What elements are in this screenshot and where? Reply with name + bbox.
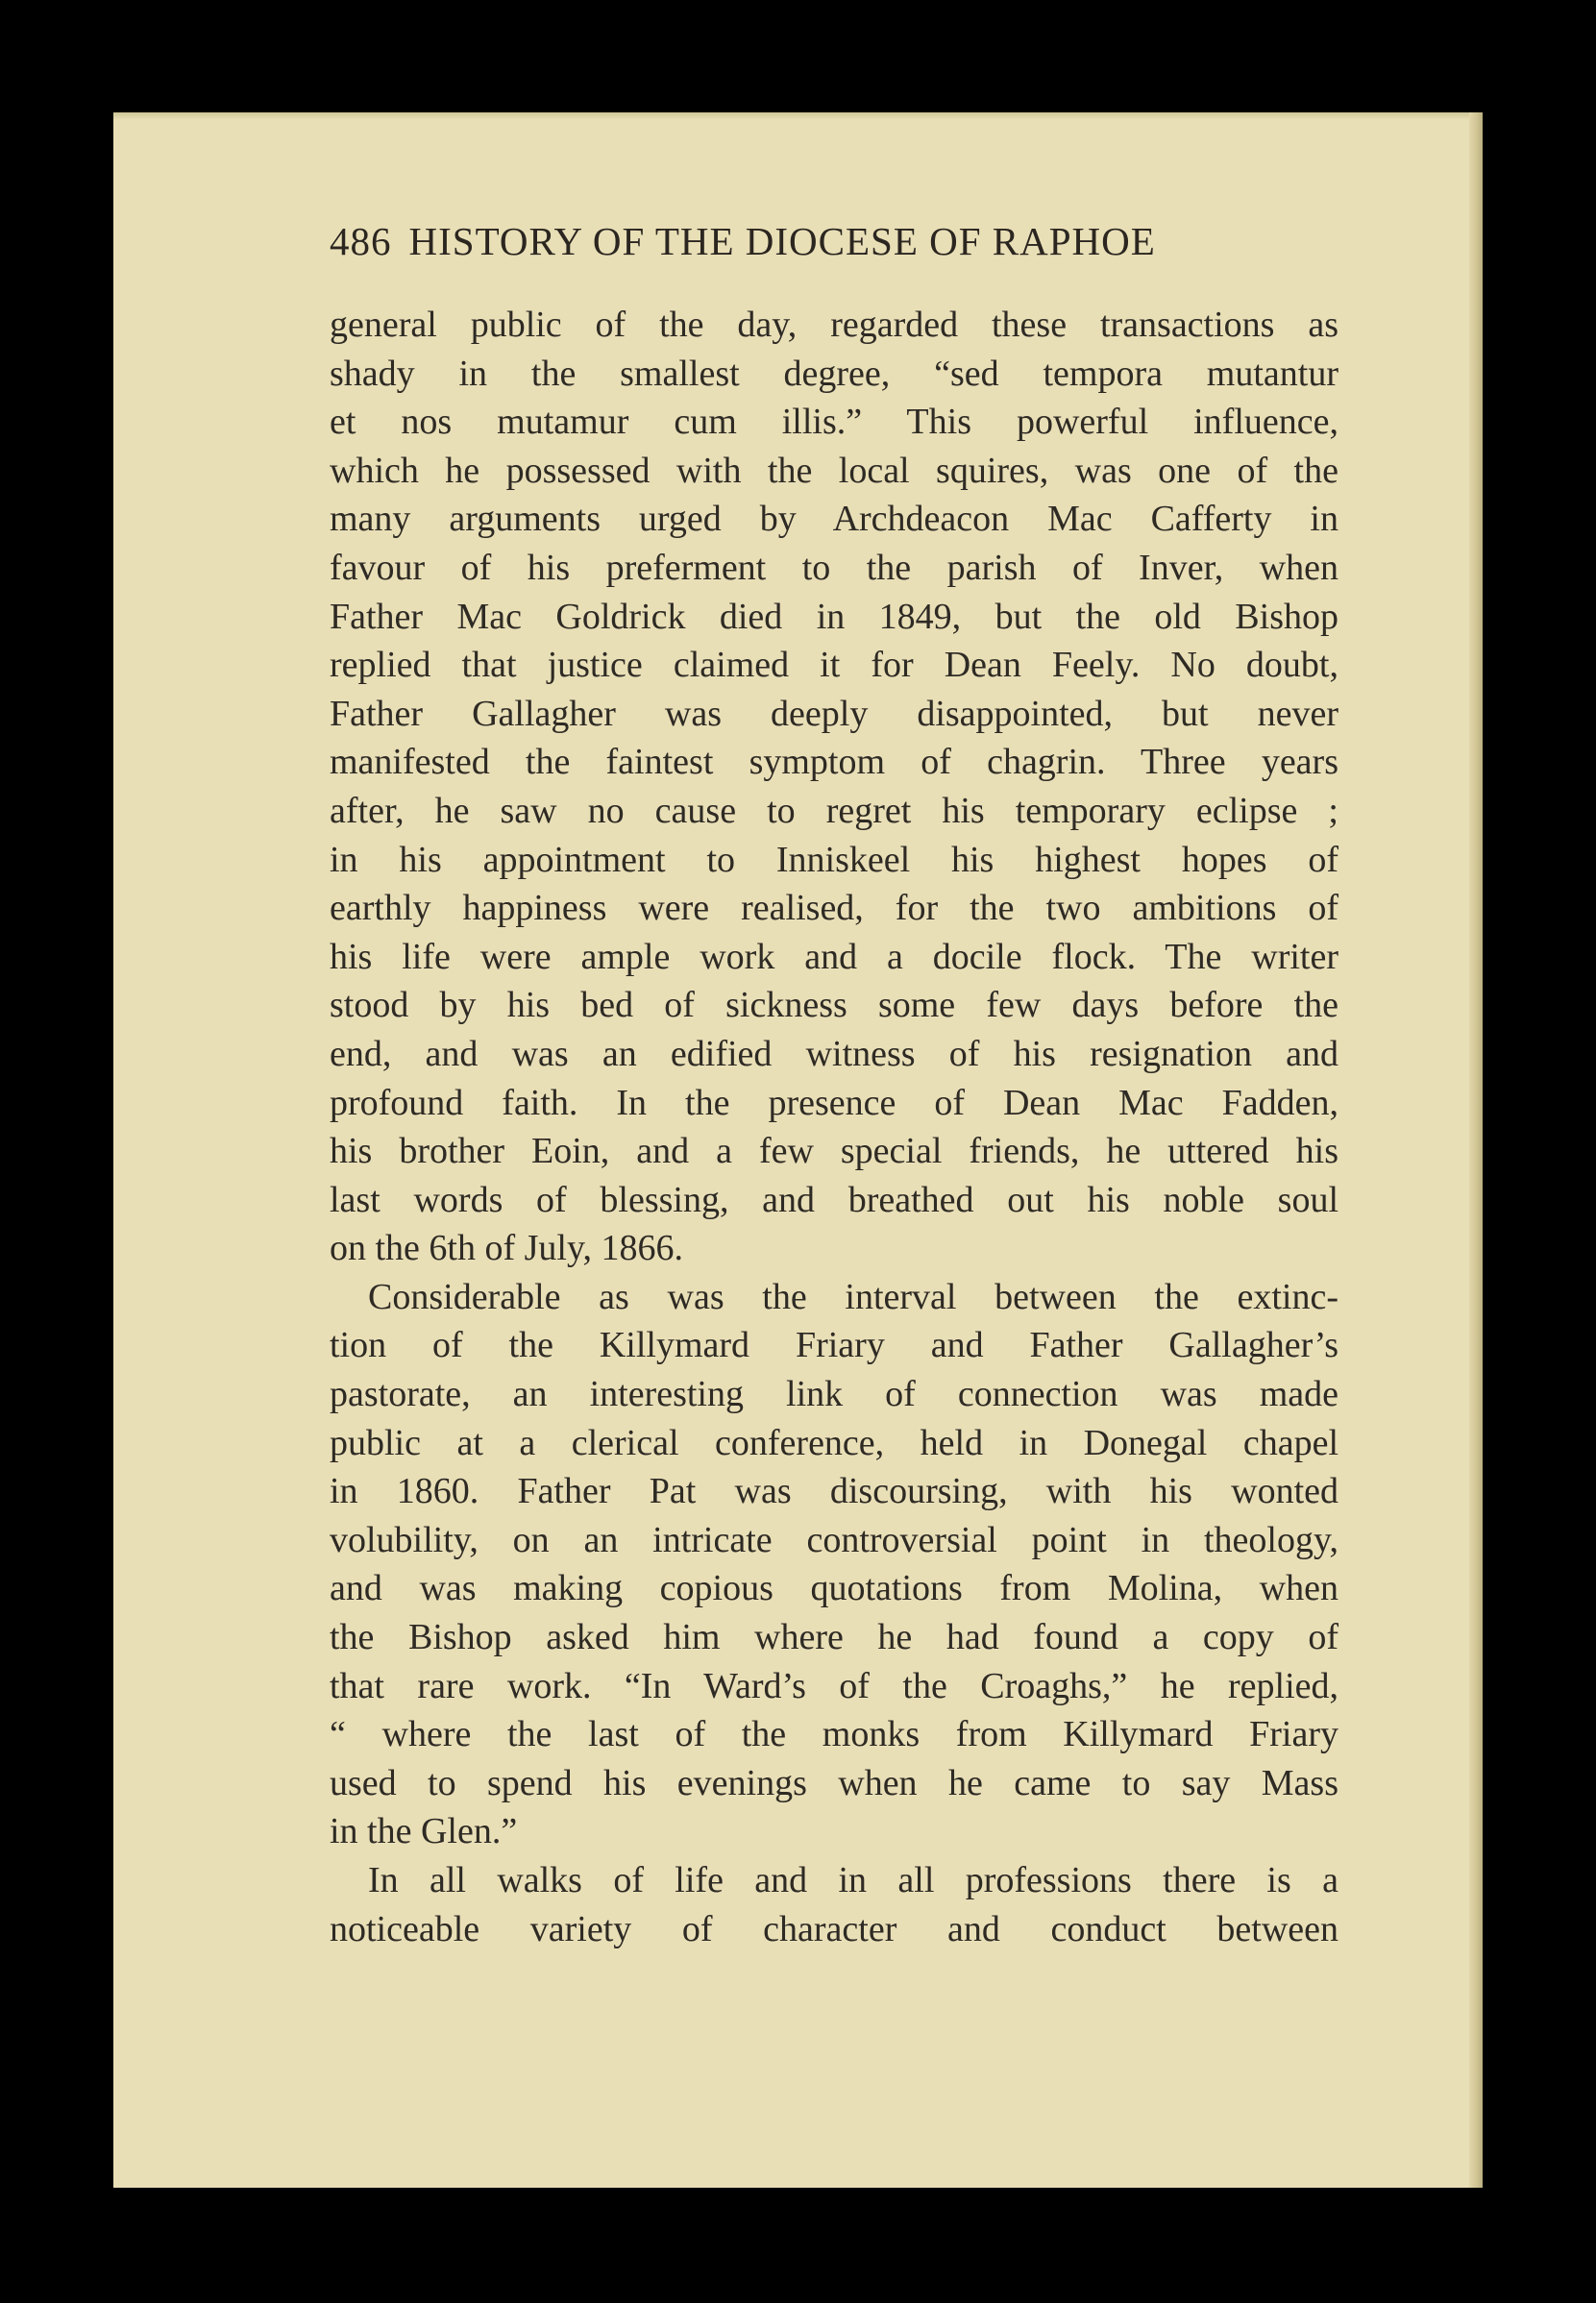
text-line: stood by his bed of sickness some few days before the bbox=[330, 985, 1338, 1026]
page-top-shadow bbox=[113, 112, 1483, 120]
text-line: et nos mutamur cum illis.” This powerful influence, bbox=[330, 402, 1338, 443]
text-line: in 1860. Father Pat was discoursing, with his wonted bbox=[330, 1471, 1338, 1512]
text-line: profound faith. In the presence of Dean Mac Fadden, bbox=[330, 1082, 1338, 1123]
text-line: in the Glen.” bbox=[330, 1811, 518, 1852]
text-line: many arguments urged by Archdeacon Mac Cafferty in bbox=[330, 499, 1338, 540]
text-line: pastorate, an interesting link of connection was made bbox=[330, 1374, 1338, 1415]
body-text bbox=[330, 301, 1338, 1953]
running-title: HISTORY OF THE DIOCESE OF RAPHOE bbox=[408, 219, 1156, 263]
text-line: volubility, on an intricate controversial point in theology, bbox=[330, 1519, 1338, 1560]
text-line: general public of the day, regarded these transactions as bbox=[330, 305, 1338, 345]
text-line: shady in the smallest degree, “sed tempora mutantur bbox=[330, 353, 1338, 394]
running-head bbox=[330, 218, 1425, 264]
text-line: which he possessed with the local squires, was one of the bbox=[330, 450, 1338, 491]
text-line: his brother Eoin, and a few special friends, he uttered his bbox=[330, 1131, 1338, 1172]
text-line: in his appointment to Inniskeel his highest hopes of bbox=[330, 839, 1338, 880]
page-number: 486 bbox=[330, 219, 392, 263]
text-line: that rare work. “In Ward’s of the Croaghs,” he replied, bbox=[330, 1665, 1338, 1706]
text-line: Father Mac Goldrick died in 1849, but the old Bishop bbox=[330, 596, 1338, 637]
text-line: Father Gallagher was deeply disappointed, but never bbox=[330, 693, 1338, 734]
text-line: public at a clerical conference, held in Donegal chapel bbox=[330, 1422, 1338, 1463]
text-line: his life were ample work and a docile flock. The writer bbox=[330, 936, 1338, 977]
text-line: last words of blessing, and breathed out his noble soul bbox=[330, 1179, 1338, 1220]
text-line: In all walks of life and in all professions there is a bbox=[368, 1860, 1338, 1900]
text-line: Considerable as was the interval between the extinc- bbox=[368, 1276, 1338, 1317]
book-page bbox=[113, 112, 1483, 2188]
text-line: used to spend his evenings when he came to say Mass bbox=[330, 1762, 1338, 1803]
text-line: earthly happiness were realised, for the two ambitions of bbox=[330, 888, 1338, 929]
text-line: “ where the last of the monks from Killymard Friary bbox=[330, 1714, 1338, 1755]
text-line: on the 6th of July, 1866. bbox=[330, 1228, 684, 1269]
text-line: the Bishop asked him where he had found a copy of bbox=[330, 1617, 1338, 1658]
text-line: manifested the faintest symptom of chagrin. Three years bbox=[330, 742, 1338, 783]
text-line: end, and was an edified witness of his resignation and bbox=[330, 1033, 1338, 1074]
page-edge-shadow bbox=[1469, 112, 1483, 2188]
text-line: after, he saw no cause to regret his temporary eclipse ; bbox=[330, 790, 1338, 831]
text-line: replied that justice claimed it for Dean Feely. No doubt, bbox=[330, 645, 1338, 686]
text-line: noticeable variety of character and conduct between bbox=[330, 1908, 1338, 1949]
text-line: favour of his preferment to the parish of Inver, when bbox=[330, 547, 1338, 588]
text-line: and was making copious quotations from Molina, when bbox=[330, 1568, 1338, 1609]
text-line: tion of the Killymard Friary and Father Gallagher’s bbox=[330, 1325, 1338, 1366]
